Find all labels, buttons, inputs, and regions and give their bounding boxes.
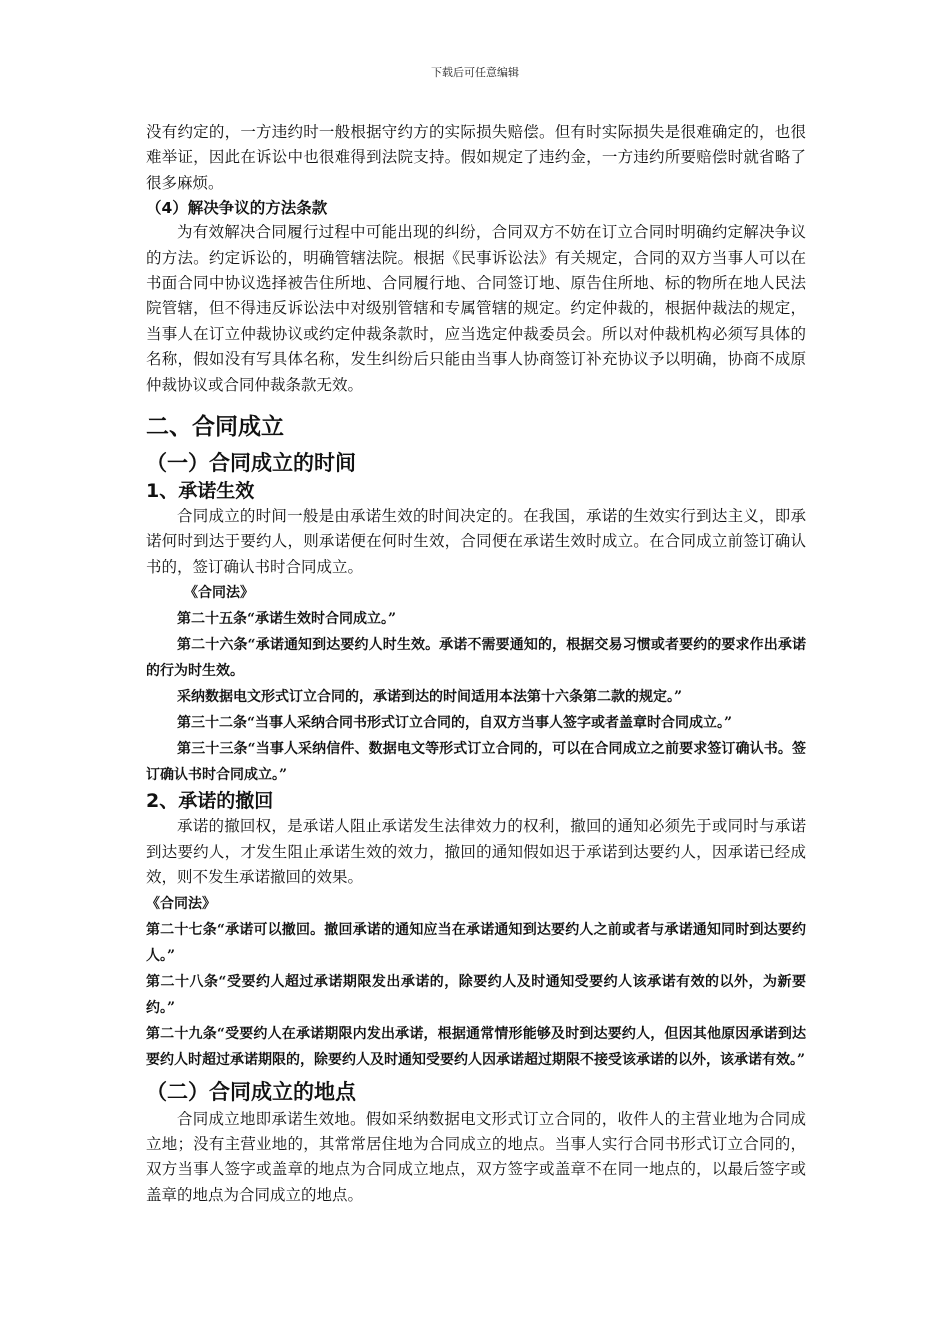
item-heading: 1、承诺生效 bbox=[146, 480, 255, 503]
paragraph: 合同成立地即承诺生效地。假如采纳数据电文形式订立合同的，收件人的主营业地为合同成立地；没有主营业地的，其常常居住地为合同成立的地点。当事人实行合同书形式订立合同的，双方当事人签字或盖章的地点为合同成立地点，双方签字或盖章不在同一地点的，以最后签字或盖章的地点为合同成立的地点。 bbox=[146, 1109, 806, 1204]
paragraph: 承诺的撤回权，是承诺人阻止承诺发生法律效力的权利，撤回的通知必须先于或同时与承诺到达要约人，才发生阻止承诺生效的效力，撤回的通知假如迟于承诺到达要约人，因承诺已经成效，则不发生承诺撤回的效果。 bbox=[146, 817, 806, 887]
paragraph: 为有效解决合同履行过程中可能出现的纠纷，合同双方不妨在订立合同时明确约定解决争议的方法。约定诉讼的，明确管辖法院。根据《民事诉讼法》有关规定，合同的双方当事人可以在书面合同中协议选择被告住所地、合同履行地、合同签订地、原告住所地、标的物所在地人民法院管辖，但不得违反诉讼法中对级别管辖和专属管辖的规定。约定仲裁的，根据仲裁法的规定，当事人在订立仲裁协议或约定仲裁条款时，应当选定仲裁委员会。所以对仲裁机构必须写具体的名称，假如没有写具体名称，发生纠纷后只能由当事人协商签订补充协议予以明确，协商不成原仲裁协议或合同仲裁条款无效。 bbox=[146, 223, 806, 394]
item-heading: 2、承诺的撤回 bbox=[146, 790, 274, 813]
paragraph: 合同成立的时间一般是由承诺生效的时间决定的。在我国，承诺的生效实行到达主义，即承诺何时到达于要约人，则承诺便在何时生效，合同便在承诺生效时成立。在合同成立前签订确认书的，签订确认书时合同成立。 bbox=[146, 507, 806, 576]
law-article: 第二十六条“承诺通知到达要约人时生效。承诺不需要通知的，根据交易习惯或者要约的要求作出承诺的行为时生效。 bbox=[146, 637, 806, 680]
law-article: 第二十五条“承诺生效时合同成立。” bbox=[177, 611, 397, 628]
part-heading: （一）合同成立的时间 bbox=[146, 451, 356, 476]
law-article: 第二十七条“承诺可以撤回。撤回承诺的通知应当在承诺通知到达要约人之前或者与承诺通知同时到达要约人。” bbox=[146, 921, 806, 964]
part-heading: （二）合同成立的地点 bbox=[146, 1079, 356, 1104]
law-article: 第二十九条“受要约人在承诺期限内发出承诺，根据通常情形能够及时到达要约人，但因其他原因承诺到达要约人时超过承诺期限的，除要约人及时通知受要约人因承诺超过期限不接受该承诺的以外，该承诺有效。” bbox=[146, 1025, 806, 1068]
document-body bbox=[146, 120, 806, 1208]
law-title: 《合同法》 bbox=[184, 585, 254, 602]
page-header: 下载后可任意编辑 bbox=[431, 66, 519, 79]
law-article: 第三十三条“当事人采纳信件、数据电文等形式订立合同的，可以在合同成立之前要求签订确认书。签订确认书时合同成立。” bbox=[146, 741, 806, 784]
law-article: 采纳数据电文形式订立合同的，承诺到达的时间适用本法第十六条第二款的规定。” bbox=[177, 689, 683, 706]
law-article: 第二十八条“受要约人超过承诺期限发出承诺的，除要约人及时通知受要约人该承诺有效的以外，为新要约。” bbox=[146, 973, 806, 1016]
law-article: 第三十二条“当事人采纳合同书形式订立合同的，自双方当事人签字或者盖章时合同成立。” bbox=[177, 715, 733, 732]
paragraph: 没有约定的，一方违约时一般根据守约方的实际损失赔偿。但有时实际损失是很难确定的，也很难举证，因此在诉讼中也很难得到法院支持。假如规定了违约金，一方违约所要赔偿时就省略了很多麻烦。 bbox=[146, 123, 806, 192]
subsection-heading: （4）解决争议的方法条款 bbox=[146, 199, 328, 218]
section-heading: 二、合同成立 bbox=[146, 414, 284, 441]
law-title: 《合同法》 bbox=[146, 895, 216, 912]
